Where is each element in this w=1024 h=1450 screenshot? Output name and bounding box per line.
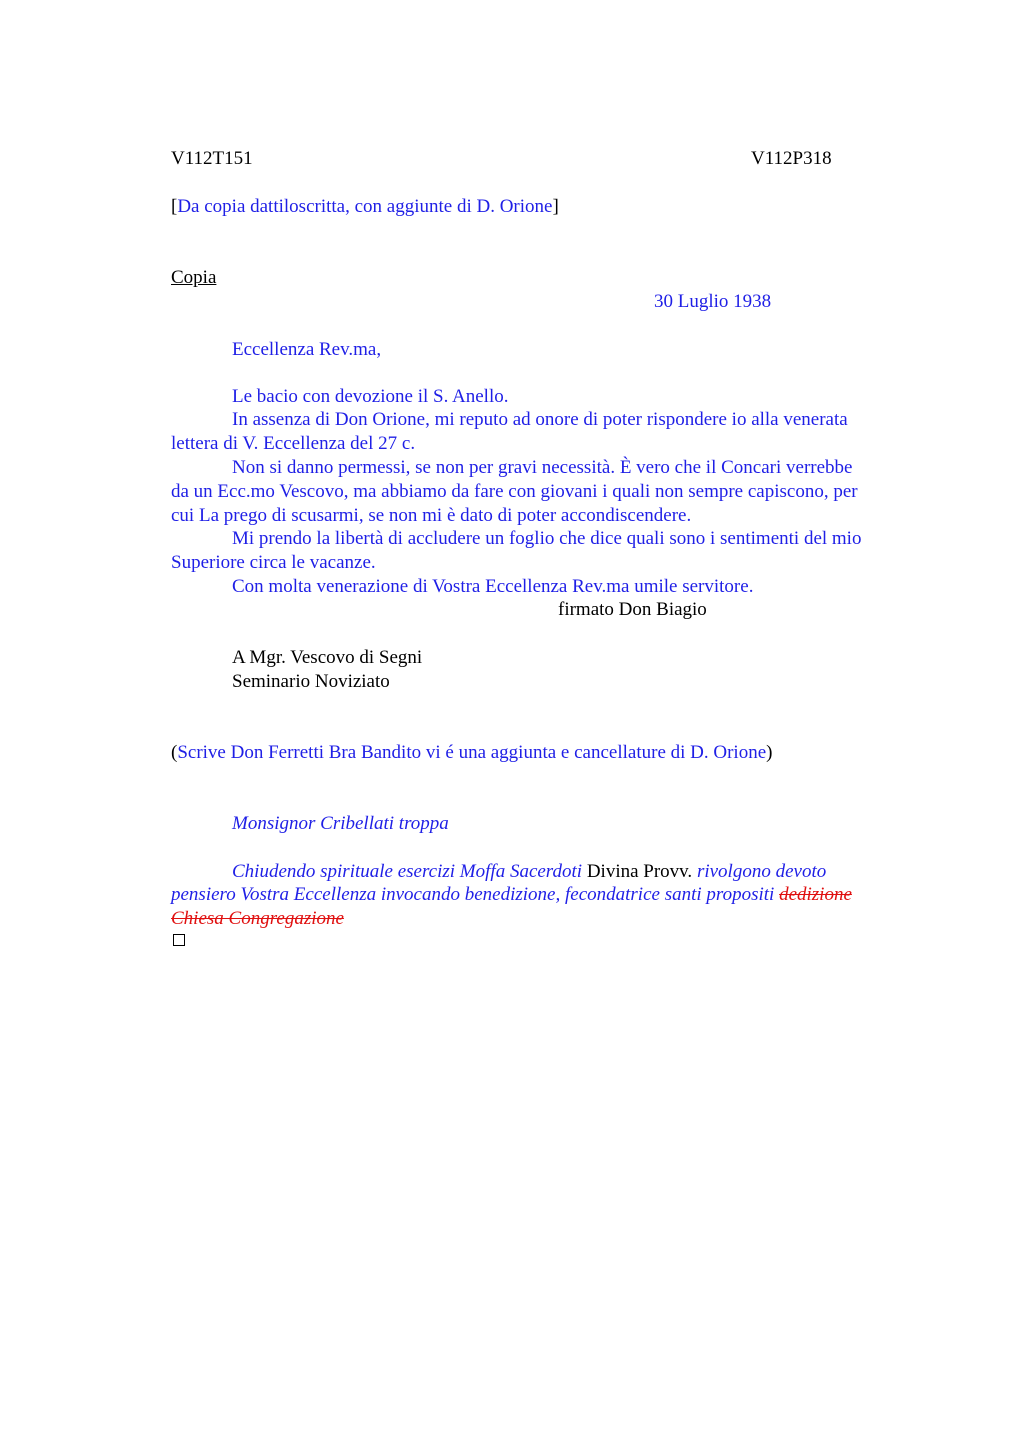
letter-line: In assenza di Don Orione, mi reputo ad onore di poter rispondere io alla venerata bbox=[232, 409, 848, 430]
letter-line: da un Ecc.mo Vescovo, ma abbiamo da fare con giovani i quali non sempre capiscono, per bbox=[171, 481, 858, 502]
copy-label: Copia bbox=[171, 267, 217, 288]
source-note-close: ] bbox=[552, 196, 559, 217]
letter-line: Le bacio con devozione il S. Anello. bbox=[232, 386, 509, 407]
telegram-text: pensiero Vostra Eccellenza invocando benedizione, fecondatrice santi propositi bbox=[171, 884, 775, 905]
telegram-struck-text: dedizione bbox=[779, 884, 852, 905]
letter-line: Mi prendo la libertà di accludere un foglio che dice quali sono i sentimenti del mio bbox=[232, 528, 862, 549]
telegram-heading: Monsignor Cribellati troppa bbox=[232, 813, 449, 834]
source-note bbox=[171, 195, 559, 219]
letter-line: Superiore circa le vacanze. bbox=[171, 552, 376, 573]
letter-salutation: Eccellenza Rev.ma, bbox=[232, 339, 382, 360]
transcription-note-close: ) bbox=[766, 742, 773, 763]
letter-line: Non si danno permessi, se non per gravi necessità. È vero che il Concari verrebbe bbox=[232, 457, 853, 478]
telegram-line bbox=[171, 883, 852, 907]
document-code-right: V112P318 bbox=[751, 148, 832, 169]
telegram-addition: Divina Provv. bbox=[586, 861, 693, 882]
end-marker-box bbox=[173, 934, 185, 946]
letter-line: cui La prego di scusarmi, se non mi è dato di poter accondiscendere. bbox=[171, 505, 692, 526]
source-note-open: [ bbox=[171, 196, 178, 217]
transcription-note-text: Scrive Don Ferretti Bra Bandito vi é una aggiunta e cancellature di D. Orione bbox=[177, 742, 767, 763]
addressee-line: A Mgr. Vescovo di Segni bbox=[232, 647, 423, 668]
letter-line: Con molta venerazione di Vostra Eccellenza Rev.ma umile servitore. bbox=[232, 576, 754, 597]
source-note-text: Da copia dattiloscritta, con aggiunte di D. Orione bbox=[177, 196, 553, 217]
telegram-struck-text: Chiesa Congregazione bbox=[171, 908, 344, 929]
letter-date: 30 Luglio 1938 bbox=[654, 291, 772, 312]
document-code-left: V112T151 bbox=[171, 148, 253, 169]
letter-line: lettera di V. Eccellenza del 27 c. bbox=[171, 433, 416, 454]
transcription-note bbox=[171, 741, 772, 765]
addressee-line: Seminario Noviziato bbox=[232, 671, 390, 692]
transcription-note-open: ( bbox=[171, 742, 178, 763]
telegram-line bbox=[232, 860, 826, 884]
telegram-text: Chiudendo spirituale esercizi Moffa Sacerdoti bbox=[232, 861, 583, 882]
telegram-text: rivolgono devoto bbox=[696, 861, 827, 882]
letter-signature: firmato Don Biagio bbox=[558, 599, 707, 620]
